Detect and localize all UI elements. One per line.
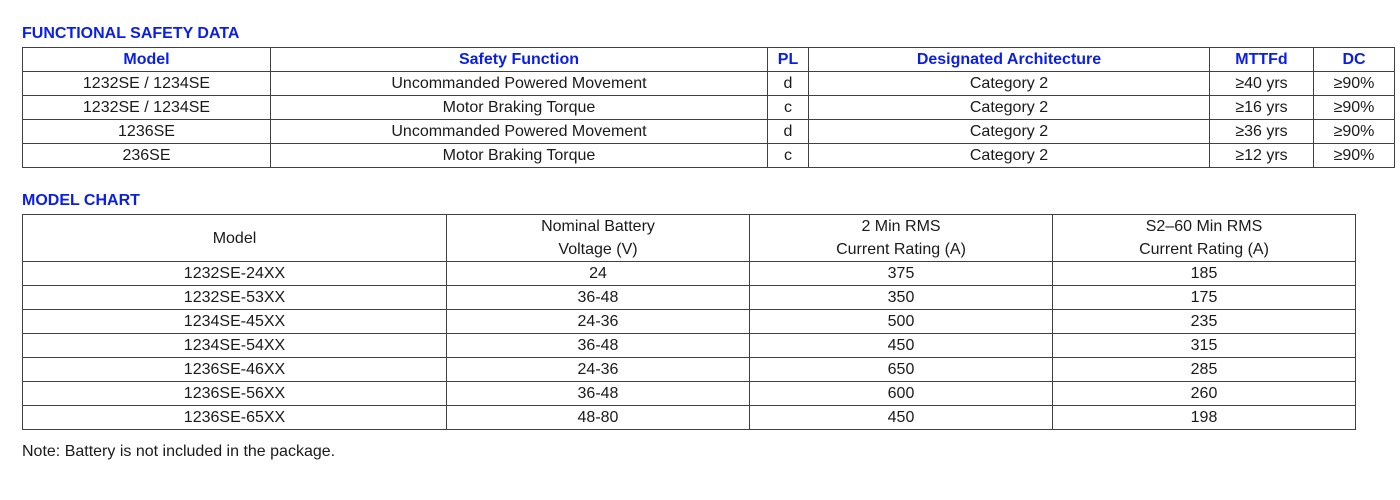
cell-dc: ≥90%: [1314, 144, 1395, 168]
cell-mttfd: ≥36 yrs: [1210, 120, 1314, 144]
header-mttfd: MTTFd: [1210, 48, 1314, 72]
battery-note: Note: Battery is not included in the package.: [22, 443, 336, 460]
table-row: [23, 120, 1395, 144]
cell-voltage: 24: [447, 262, 750, 286]
cell-pl: c: [768, 144, 809, 168]
cell-voltage: 36-48: [447, 334, 750, 358]
cell-pl: d: [768, 120, 809, 144]
cell-dc: ≥90%: [1314, 96, 1395, 120]
cell-60min-current: 260: [1053, 382, 1356, 406]
cell-2min-current: 450: [750, 406, 1053, 430]
table-header-row: [23, 48, 1395, 72]
model-chart-title: MODEL CHART: [22, 192, 140, 209]
table-row: [23, 96, 1395, 120]
cell-2min-current: 375: [750, 262, 1053, 286]
header-s2-60min-rms-current: [1053, 215, 1356, 262]
table-header-row: [23, 215, 1356, 262]
functional-safety-table: [22, 47, 1395, 168]
cell-60min-current: 198: [1053, 406, 1356, 430]
cell-architecture: Category 2: [809, 144, 1210, 168]
cell-mttfd: ≥40 yrs: [1210, 72, 1314, 96]
cell-voltage: 36-48: [447, 286, 750, 310]
cell-60min-current: 175: [1053, 286, 1356, 310]
cell-model: 1234SE-45XX: [23, 310, 447, 334]
cell-model: 1234SE-54XX: [23, 334, 447, 358]
header-safety-function: Safety Function: [271, 48, 768, 72]
table-row: [23, 310, 1356, 334]
cell-safety-function: Motor Braking Torque: [271, 96, 768, 120]
cell-dc: ≥90%: [1314, 72, 1395, 96]
header-line: 2 Min RMS: [861, 218, 941, 235]
header-nominal-battery-voltage: [447, 215, 750, 262]
cell-60min-current: 235: [1053, 310, 1356, 334]
functional-safety-title: FUNCTIONAL SAFETY DATA: [22, 25, 240, 42]
cell-pl: c: [768, 96, 809, 120]
table-row: [23, 358, 1356, 382]
cell-voltage: 24-36: [447, 358, 750, 382]
table-row: [23, 406, 1356, 430]
cell-2min-current: 500: [750, 310, 1053, 334]
cell-voltage: 36-48: [447, 382, 750, 406]
header-line: Voltage (V): [558, 241, 638, 258]
cell-60min-current: 185: [1053, 262, 1356, 286]
cell-60min-current: 315: [1053, 334, 1356, 358]
cell-model: 1236SE-65XX: [23, 406, 447, 430]
header-line: Current Rating (A): [836, 241, 966, 258]
cell-safety-function: Uncommanded Powered Movement: [271, 72, 768, 96]
header-2min-rms-current: [750, 215, 1053, 262]
cell-model: 1232SE / 1234SE: [23, 96, 271, 120]
cell-model: 1232SE-24XX: [23, 262, 447, 286]
header-line: Current Rating (A): [1139, 241, 1269, 258]
header-dc: DC: [1314, 48, 1395, 72]
header-line: S2–60 Min RMS: [1145, 218, 1263, 235]
cell-voltage: 24-36: [447, 310, 750, 334]
cell-architecture: Category 2: [809, 120, 1210, 144]
model-chart-table: [22, 214, 1356, 430]
cell-2min-current: 650: [750, 358, 1053, 382]
cell-mttfd: ≥12 yrs: [1210, 144, 1314, 168]
header-model: [23, 215, 447, 262]
table-row: [23, 144, 1395, 168]
table-row: [23, 334, 1356, 358]
cell-model: 1232SE-53XX: [23, 286, 447, 310]
table-row: [23, 382, 1356, 406]
cell-model: 1232SE / 1234SE: [23, 72, 271, 96]
header-model: Model: [23, 48, 271, 72]
cell-safety-function: Motor Braking Torque: [271, 144, 768, 168]
cell-2min-current: 600: [750, 382, 1053, 406]
cell-model: 1236SE-46XX: [23, 358, 447, 382]
header-pl: PL: [768, 48, 809, 72]
cell-60min-current: 285: [1053, 358, 1356, 382]
cell-voltage: 48-80: [447, 406, 750, 430]
table-row: [23, 72, 1395, 96]
cell-2min-current: 350: [750, 286, 1053, 310]
header-line: Nominal Battery: [541, 218, 655, 235]
header-line: Model: [212, 229, 257, 247]
cell-architecture: Category 2: [809, 96, 1210, 120]
cell-pl: d: [768, 72, 809, 96]
table-row: [23, 286, 1356, 310]
cell-model: 236SE: [23, 144, 271, 168]
cell-mttfd: ≥16 yrs: [1210, 96, 1314, 120]
cell-dc: ≥90%: [1314, 120, 1395, 144]
table-row: [23, 262, 1356, 286]
cell-model: 1236SE-56XX: [23, 382, 447, 406]
cell-architecture: Category 2: [809, 72, 1210, 96]
cell-2min-current: 450: [750, 334, 1053, 358]
cell-safety-function: Uncommanded Powered Movement: [271, 120, 768, 144]
cell-model: 1236SE: [23, 120, 271, 144]
header-designated-architecture: Designated Architecture: [809, 48, 1210, 72]
